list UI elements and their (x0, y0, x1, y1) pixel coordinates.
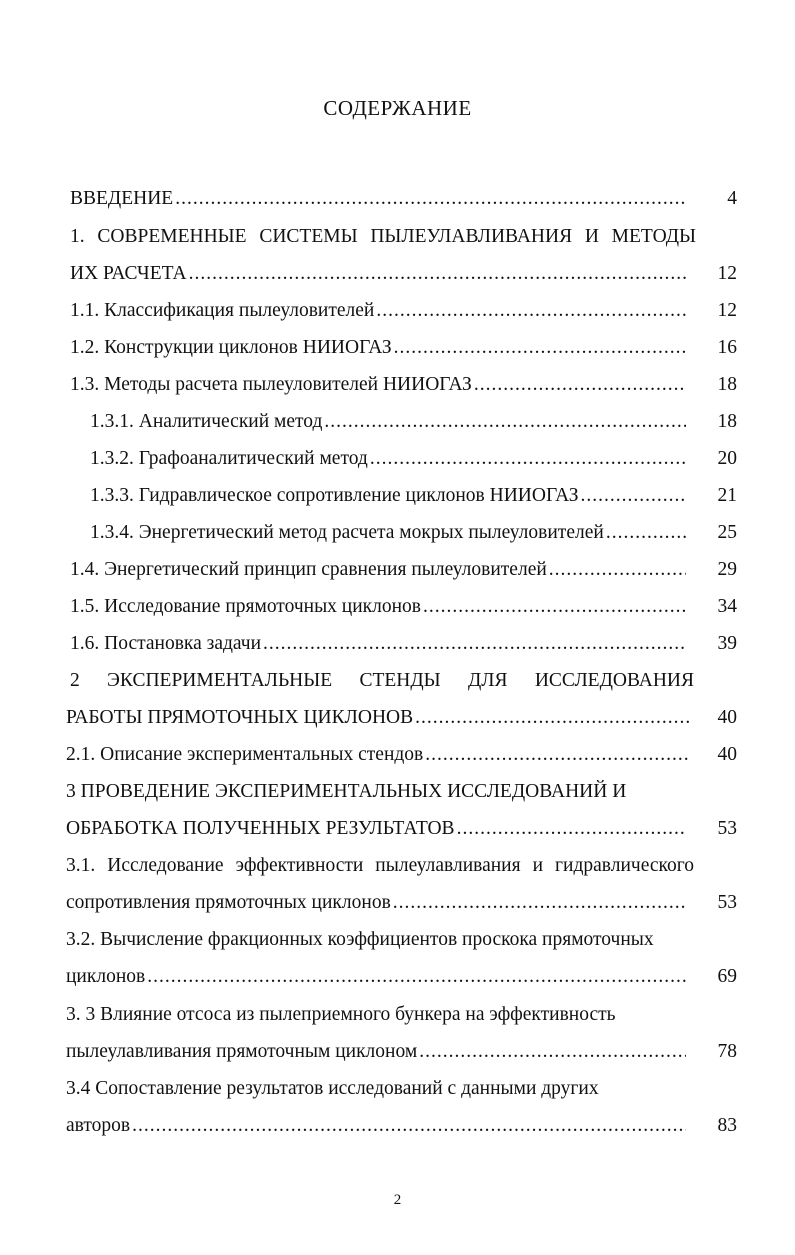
toc-leader-dots (415, 707, 690, 729)
toc-entry-title: циклонов (66, 966, 146, 987)
toc-entry-page: 34 (717, 596, 737, 617)
toc-entry-page: 78 (717, 1041, 737, 1062)
toc-entry-title: ИХ РАСЧЕТА (70, 263, 187, 284)
toc-entry-title: ВВЕДЕНИЕ (70, 188, 174, 209)
toc-leader-dots (423, 596, 686, 618)
toc-entry-page: 18 (717, 374, 737, 395)
toc-entry[interactable] (66, 1041, 688, 1071)
toc-entry[interactable] (66, 744, 692, 774)
toc-leader-dots (419, 1041, 686, 1063)
toc-entry[interactable] (70, 559, 688, 589)
toc-entry-title: РАБОТЫ ПРЯМОТОЧНЫХ ЦИКЛОНОВ (66, 707, 414, 728)
toc-entry[interactable] (70, 633, 688, 663)
toc-entry-line1: 1. СОВРЕМЕННЫЕ СИСТЕМЫ ПЫЛЕУЛАВЛИВАНИЯ И МЕТОДЫ (70, 226, 696, 247)
toc-entry[interactable] (66, 892, 688, 922)
toc-leader-dots (189, 263, 686, 285)
toc-leader-dots (393, 892, 686, 914)
toc-entry-title: 1.2. Конструкции циклонов НИИОГАЗ (70, 337, 392, 358)
toc-entry[interactable] (66, 1115, 688, 1145)
toc-entry-title: 1.6. Постановка задачи (70, 633, 262, 654)
toc-leader-dots (549, 559, 686, 581)
page-number: 2 (393, 1192, 402, 1208)
toc-entry-line1: 3. 3 Влияние отсоса из пылеприемного бункера на эффективность (66, 1004, 616, 1025)
toc-entry-page: 39 (717, 633, 737, 654)
toc-entry-page: 21 (717, 485, 737, 506)
toc-leader-dots (425, 744, 690, 766)
toc-leader-dots (132, 1115, 686, 1137)
toc-entry[interactable] (70, 263, 688, 293)
toc-leader-dots (606, 522, 686, 544)
toc-leader-dots (580, 485, 686, 507)
toc-entry-title: 1.3. Методы расчета пылеуловителей НИИОГАЗ (70, 374, 472, 395)
toc-entry-page: 20 (717, 448, 737, 469)
toc-entry-title: 1.3.4. Энергетический метод расчета мокрых пылеуловителей (90, 522, 604, 543)
toc-leader-dots (147, 966, 686, 988)
toc-entry[interactable] (70, 374, 688, 404)
toc-entry[interactable] (66, 818, 688, 848)
toc-leader-dots (376, 300, 686, 322)
toc-leader-dots (457, 818, 686, 840)
toc-leader-dots (324, 411, 686, 433)
toc-entry-title: пылеулавливания прямоточным циклоном (66, 1041, 418, 1062)
toc-entry-title: сопротивления прямоточных циклонов (66, 892, 391, 913)
toc-entry-title: 2.1. Описание экспериментальных стендов (66, 744, 424, 765)
toc-entry-line1: 3 ПРОВЕДЕНИЕ ЭКСПЕРИМЕНТАЛЬНЫХ ИССЛЕДОВАНИЙ И (66, 781, 627, 802)
toc-entry-page: 53 (717, 892, 737, 913)
toc-entry-title: ОБРАБОТКА ПОЛУЧЕННЫХ РЕЗУЛЬТАТОВ (66, 818, 455, 839)
toc-entry-line1: 3.2. Вычисление фракционных коэффициентов проскока прямоточных (66, 929, 654, 950)
toc-leader-dots (394, 337, 686, 359)
toc-entry[interactable] (90, 411, 688, 441)
toc-entry-page: 83 (717, 1115, 737, 1136)
toc-entry[interactable] (70, 188, 688, 218)
toc-entry[interactable] (66, 966, 688, 996)
toc-entry-page: 18 (717, 411, 737, 432)
toc-entry-page: 4 (727, 188, 737, 209)
toc-leader-dots (263, 633, 686, 655)
toc-entry-title: 1.3.1. Аналитический метод (90, 411, 323, 432)
toc-entry-title: 1.3.3. Гидравлическое сопротивление циклонов НИИОГАЗ (90, 485, 579, 506)
toc-entry[interactable] (66, 707, 692, 737)
toc-entry-page: 40 (717, 744, 737, 765)
toc-leader-dots (370, 448, 686, 470)
toc-entry-line1: 3.1. Исследование эффективности пылеулавливания и гидравлического (66, 855, 694, 876)
toc-entry-page: 12 (717, 263, 737, 284)
page-title: СОДЕРЖАНИЕ (323, 96, 472, 120)
toc-leader-dots (175, 188, 686, 210)
toc-entry-title: авторов (66, 1115, 131, 1136)
toc-entry[interactable] (70, 596, 688, 626)
toc-entry[interactable] (70, 300, 688, 330)
toc-entry-page: 53 (717, 818, 737, 839)
toc-entry-line1: 2 ЭКСПЕРИМЕНТАЛЬНЫЕ СТЕНДЫ ДЛЯ ИССЛЕДОВАНИЯ (70, 670, 694, 691)
toc-entry-title: 1.4. Энергетический принцип сравнения пылеуловителей (70, 559, 547, 580)
toc-entry[interactable] (90, 485, 688, 515)
toc-entry-page: 40 (717, 707, 737, 728)
toc-entry-page: 16 (717, 337, 737, 358)
toc-entry-page: 69 (717, 966, 737, 987)
toc-entry[interactable] (90, 448, 688, 478)
toc-entry[interactable] (70, 337, 688, 367)
toc-entry-title: 1.5. Исследование прямоточных циклонов (70, 596, 422, 617)
toc-entry-page: 25 (717, 522, 737, 543)
toc-entry-line1: 3.4 Сопоставление результатов исследований с данными других (66, 1078, 599, 1099)
toc-entry-title: 1.1. Классификация пылеуловителей (70, 300, 375, 321)
toc-entry-page: 29 (717, 559, 737, 580)
toc-entry[interactable] (90, 522, 688, 552)
toc-entry-title: 1.3.2. Графоаналитический метод (90, 448, 368, 469)
toc-leader-dots (474, 374, 686, 396)
toc-entry-page: 12 (717, 300, 737, 321)
